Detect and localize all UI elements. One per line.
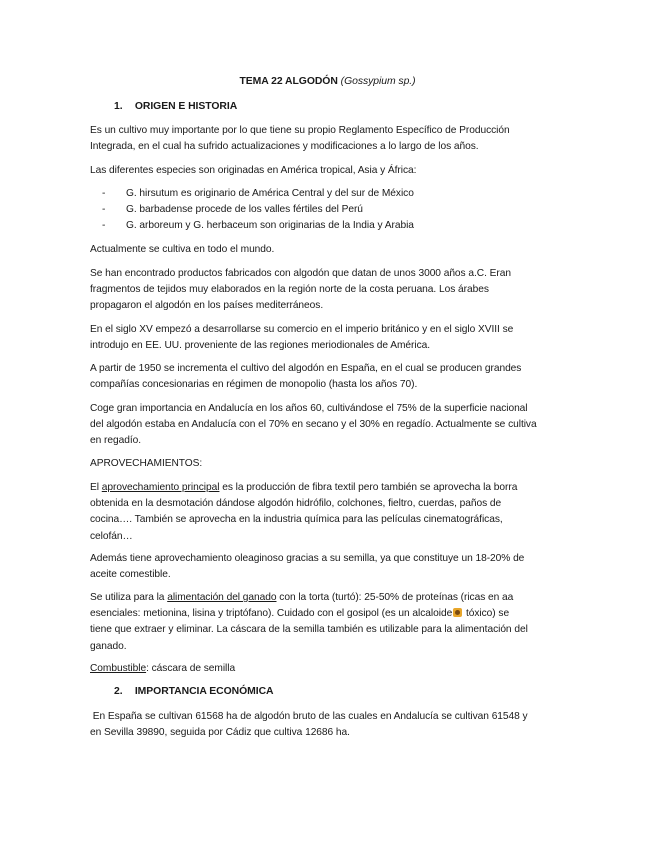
text-line: Integrada, en el cual ha sufrido actualizaciones y modificaciones a lo largo de los años.	[90, 141, 479, 153]
bullet-dash: -	[102, 188, 106, 199]
text-line: ganado.	[90, 640, 127, 652]
underlined-term: alimentación del ganado	[167, 592, 277, 603]
paragraph-historia	[90, 266, 565, 315]
text-line: propagaron el algodón en los países mediterráneos.	[90, 300, 324, 312]
text-line: fragmentos de tejidos muy elaborados en la región norte de la costa peruana. Los árabes	[90, 284, 489, 296]
text-line: obtenida en la desmotación dándose algodón hidrófilo, colchones, fieltro, cuerdas, paños de	[90, 498, 502, 510]
text-line: Se han encontrado productos fabricados con algodón que datan de unos 3000 años a.C. Eran	[90, 268, 511, 279]
paragraph-combustible	[90, 661, 565, 677]
text-run: es la producción de fibra textil pero también se aprovecha la borra	[219, 482, 518, 493]
list-item	[102, 186, 414, 202]
list-item-text: G. arboreum y G. herbaceum son originarias de la India y Arabia	[126, 220, 414, 232]
list-item-text: G. hirsutum es originario de América Central y del sur de México	[126, 188, 414, 199]
text-line	[90, 661, 565, 677]
text-run: tóxico) se	[463, 608, 510, 620]
text-line: Coge gran importancia en Andalucía en los años 60, cultivándose el 75% de la superficie nacional	[90, 403, 528, 414]
paragraph-1950	[90, 361, 565, 393]
text-line: en Sevilla 39890, seguida por Cádiz que cultiva 12686 ha.	[90, 727, 350, 739]
bullet-dash: -	[102, 220, 106, 232]
text-run: esenciales: metionina, lisina y triptófano). Cuidado con el gosipol (es un alcaloide	[90, 608, 453, 620]
title-paren-close: )	[412, 76, 416, 87]
title-main: TEMA 22 ALGODÓN	[239, 76, 338, 87]
aprovechamientos-label	[90, 456, 565, 472]
bullet-dash: -	[102, 204, 106, 216]
text-line: introdujo en EE. UU. proveniente de las regiones meriodionales de América.	[90, 340, 431, 352]
text-line: compañías concesionarias en régimen de monopolio (hasta los años 70).	[90, 379, 418, 391]
paragraph-reglamento	[90, 123, 565, 155]
text-line: Es un cultivo muy importante por lo que tiene su propio Reglamento Específico de Producción	[90, 125, 510, 136]
list-item	[102, 202, 414, 218]
paragraph-oleaginoso	[90, 551, 565, 583]
text-line: tiene que extraer y eliminar. La cáscara de la semilla también es utilizable para la alimentación del	[90, 624, 528, 636]
paragraph-ganado	[90, 590, 565, 655]
text-line: en regadío.	[90, 435, 141, 447]
species-list	[102, 186, 414, 235]
text-line	[90, 480, 565, 496]
section-title: ORIGEN E HISTORIA	[134, 101, 238, 112]
text-line: aceite comestible.	[90, 569, 171, 581]
title-scientific-name	[341, 76, 416, 87]
paragraph-siglo-xv	[90, 322, 565, 354]
text-run: El	[90, 482, 102, 493]
text-line: celofán…	[90, 530, 133, 542]
paragraph-aprovechamiento-principal	[90, 480, 565, 545]
text-run: Se utiliza para la	[90, 592, 168, 603]
text-line: En España se cultivan 61568 ha de algodón bruto de las cuales en Andalucía se cultivan 61548 y	[90, 711, 528, 722]
text-line	[90, 606, 565, 622]
text-line	[90, 590, 565, 606]
list-item-text: G. barbadense procede de los valles fértiles del Perú	[126, 204, 363, 216]
list-item	[102, 218, 414, 234]
section-number: 1.	[114, 101, 123, 112]
text-line: cocina…. También se aprovecha en la industria química para las películas cinematográficas,	[90, 514, 503, 526]
paragraph-andalucia	[90, 401, 565, 450]
warning-emoji-icon	[453, 608, 462, 617]
text-line: Además tiene aprovechamiento oleaginoso gracias a su semilla, ya que constituye un 18-20% de	[90, 553, 525, 564]
text-line: APROVECHAMIENTOS:	[90, 458, 203, 469]
text-run: : cáscara de semilla	[146, 663, 236, 674]
underlined-term: aprovechamiento principal	[101, 482, 220, 493]
underlined-term: Combustible	[90, 663, 147, 674]
paragraph-especies-intro	[90, 163, 565, 179]
text-line: A partir de 1950 se incrementa el cultivo del algodón en España, en el cual se producen grandes	[90, 363, 522, 374]
section-number: 2.	[114, 686, 123, 697]
title-sci: Gossypium sp.	[344, 76, 413, 87]
section-heading-origen	[114, 101, 237, 112]
document-title	[0, 76, 655, 87]
title-paren-open: (	[340, 76, 345, 87]
section-heading-importancia	[114, 686, 273, 697]
paragraph-superficie	[90, 709, 565, 741]
section-title: IMPORTANCIA ECONÓMICA	[134, 686, 274, 697]
text-line: Actualmente se cultiva en todo el mundo.	[90, 244, 275, 255]
text-line: Las diferentes especies son originadas en América tropical, Asia y África:	[90, 165, 417, 176]
text-line: En el siglo XV empezó a desarrollarse su comercio en el imperio británico y en el siglo XVIII se	[90, 324, 514, 335]
paragraph-actualidad	[90, 242, 565, 258]
text-run: con la torta (turtó): 25-50% de proteínas (ricas en aa	[276, 592, 514, 603]
text-line: del algodón estaba en Andalucía con el 70% en secano y el 30% en regadío. Actualmente se cultiva	[90, 419, 537, 431]
